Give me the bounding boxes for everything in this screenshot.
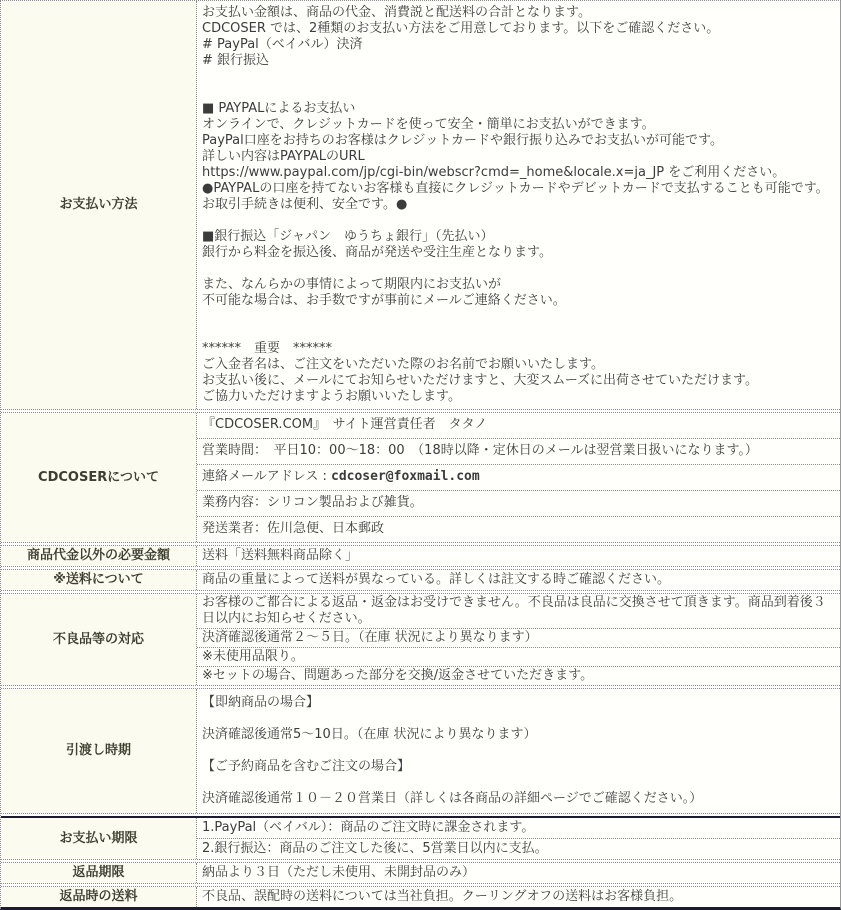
section-defect-policy [1,593,840,686]
text-line [202,261,836,277]
text-line [202,309,836,325]
row-label-return-shipping: 返品時の送料 [1,887,197,907]
contact-email: cdcoser@foxmail.com [331,469,480,484]
about-row-contact [197,464,840,490]
contact-label: 連絡メールアドレス : [202,469,331,484]
text-line: 【即納商品の場合】 [202,695,320,710]
extra-fee-text: 送料「送料無料商品除く」 [202,548,359,563]
row-content-payment-deadline [197,818,840,859]
text-line: https://www.paypal.com/jp/cgi-bin/webscr?cmd=_home&locale.x=ja_JP をご利用ください。 [202,165,786,180]
row-content-payment-method [197,1,840,409]
defect-row-return-policy: お客様のご都合による返品・返金はお受けできません。不良品は良品に交換させて頂きます。商品到着後３日以内にお知らせください。 [202,595,826,626]
about-row-business: 業務内容：シリコン製品および雑貨。 [197,490,840,516]
text-line: 決済確認後通常5～10日。（在庫 状況により異なります） [202,727,537,742]
row-label-extra-fee: 商品代金以外の必要金額 [1,546,197,566]
return-shipping-text: 不良品、誤配時の送料については当社負担。クーリングオフの送料はお客様負担。 [202,889,683,904]
about-row-operator: 『CDCOSER.COM』 サイト運営責任者 タタノ [202,417,488,432]
row-label-payment-deadline: お支払い期限 [1,818,197,859]
text-line: また、なんらかの事情によって期限内にお支払いが [202,277,502,292]
section-shipping-note [1,569,840,591]
row-content-defect-policy [197,594,840,685]
row-content-extra-fee [197,546,840,566]
deadline-row-bank: 2.銀行振込：商品のご注文した後に、5営業日以内に支払。 [197,838,840,859]
row-content-about [197,413,840,542]
payment-method-text [197,1,840,409]
text-line: お支払い後に、メールにてお知らせいただけますと、大変スムーズに出荷させていただけます。 [202,373,759,388]
about-row-hours: 営業時間： 平日10：00～18：00 （18時以降・定休日のメールは翌営業日扱いになります。） [197,438,840,464]
section-return-shipping [1,886,840,907]
text-line: 決済確認後通常１０－２０営業日（詳しくは各商品の詳細ページでご確認ください。） [202,791,703,806]
row-label-delivery-time: 引渡し時期 [1,689,197,813]
deadline-row-paypal: 1.PayPal（ベイバル）：商品のご注文時に課金されます。 [202,820,535,835]
row-label-about: CDCOSERについて [1,413,197,542]
text-line: PayPal口座をお持ちのお客様はクレジットカードや銀行振り込みでお支払いが可能です。 [202,133,723,148]
text-line [202,85,836,101]
text-line: 【ご予約商品を含むご注文の場合】 [202,759,411,774]
text-line [202,213,836,229]
text-line [202,775,836,791]
text-line: お支払い金額は、商品の代金、消費説と配送料の合計となります。 [202,5,591,20]
row-label-defect-policy: 不良品等の対応 [1,594,197,685]
delivery-time-text [197,689,840,813]
text-line: ご協力いただけますようお願いいたします。 [202,389,461,404]
text-line: ■銀行振込「ジャパン ゆうちょ銀行」（先払い） [202,229,494,244]
text-line: お取引手続きは便利、安全です。● [202,197,408,212]
row-label-shipping-note: ※送料について [1,570,197,590]
defect-row-processing-time: 決済確認後通常２～５日。（在庫 状況により異なります） [197,628,840,647]
section-payment-deadline [1,816,840,860]
defect-row-unused-only: ※未使用品限り。 [197,647,840,666]
shipping-note-text: 商品の重量によって送料が異なっている。詳しくは註文する時ご確認ください。 [202,572,671,587]
row-content-delivery-time [197,689,840,813]
row-content-shipping-note [197,570,840,590]
section-about [1,412,840,543]
row-content-return-period [197,863,840,883]
text-line: ご入金者名は、ご注文をいただいた際のお名前でお願いいたします。 [202,357,604,372]
text-line [202,711,836,727]
section-return-period [1,862,840,884]
row-label-return-period: 返品期限 [1,863,197,883]
text-line: 銀行から料金を振込後、商品が発送や受注生産となります。 [202,245,552,260]
text-line: ****** 重要 ****** [202,341,333,356]
text-line: ●PAYPALの口座を持てないお客様も直接にクレジットカードやデビットカードで支払することも可能です。 [202,181,829,196]
about-row-carrier: 発送業者：佐川急便、日本郵政 [197,516,840,542]
text-line: # PayPal（ベイバル）決済 [202,37,363,52]
text-line [202,743,836,759]
return-period-text: 納品より３日（ただし未使用、未開封品のみ） [202,865,476,880]
row-label-payment-method: お支払い方法 [1,1,197,409]
text-line [202,325,836,341]
text-line: 不可能な場合は、お手数ですが事前にメールご連絡ください。 [202,293,566,308]
text-line: オンラインで、クレジットカードを使って安全・簡単にお支払いができます。 [202,117,655,132]
text-line: # 銀行振込 [202,53,270,68]
text-line: 詳しい内容はPAYPALのURL [202,149,365,164]
section-delivery-time [1,688,840,814]
defect-row-set-exchange: ※セットの場合、問題あった部分を交換/返金させていただきます。 [197,666,840,685]
section-payment-method [1,1,840,410]
row-content-return-shipping [197,887,840,907]
text-line [202,69,836,85]
text-line: ■ PAYPALによるお支払い [202,101,356,116]
section-extra-fee [1,545,840,567]
text-line: CDCOSER では、2種類のお支払い方法をご用意しております。以下をご確認ください。 [202,21,720,36]
